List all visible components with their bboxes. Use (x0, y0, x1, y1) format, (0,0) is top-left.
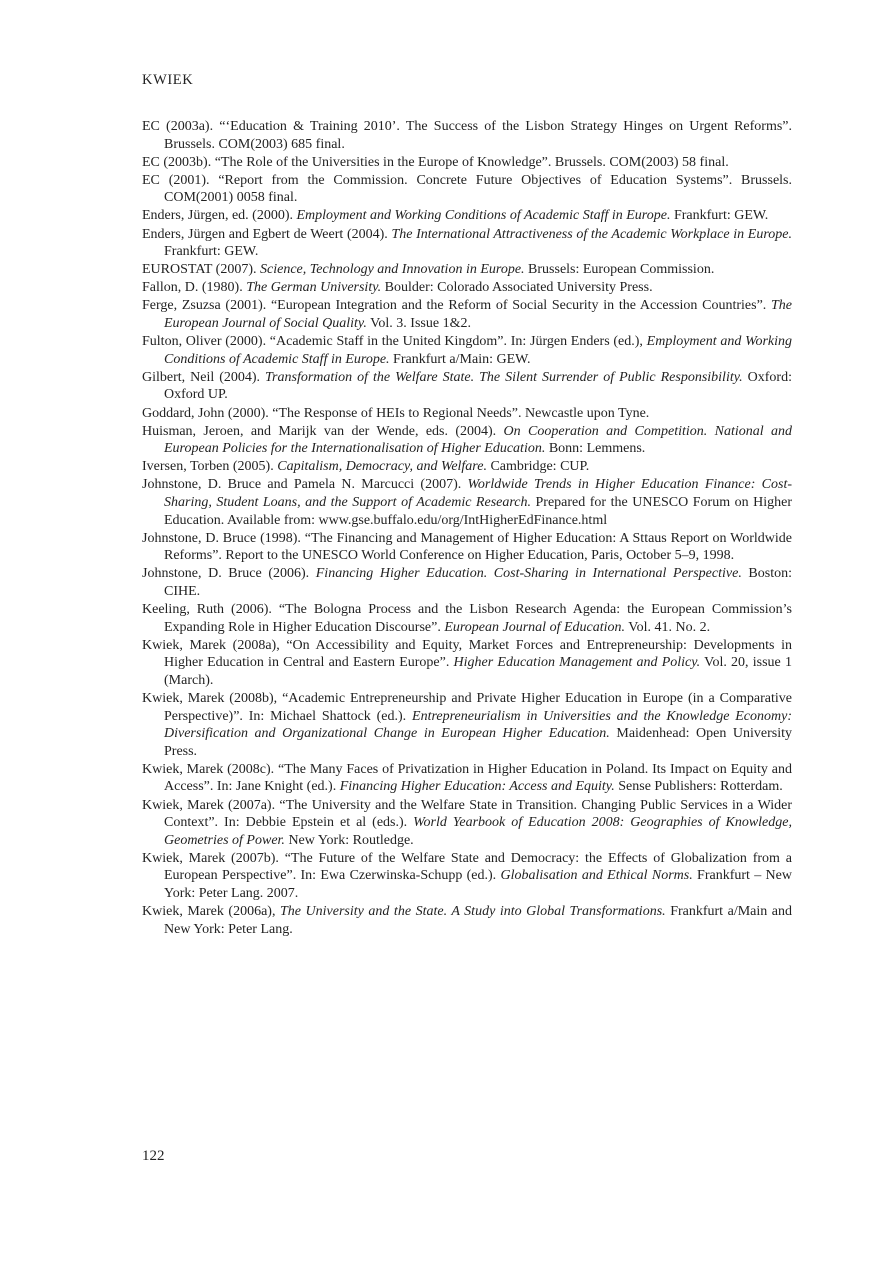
reference-text: Kwiek, Marek (2006a), (142, 904, 281, 920)
reference-title: Financing Higher Education. Cost-Sharing in International Perspective. (315, 566, 742, 582)
reference-title: Transformation of the Welfare State. The Silent Surrender of Public Responsibility. (265, 369, 743, 385)
reference-publisher: Cambridge: CUP. (486, 459, 590, 475)
reference-title: Worldwide Trends in Higher Education Finance: Cost-Sharing, Student Loans, and the Support of Academic Research. (164, 477, 792, 510)
reference-entry (142, 797, 792, 850)
reference-publisher: Frankfurt: GEW. (164, 244, 259, 260)
reference-publisher: Boston: CIHE. (164, 566, 792, 599)
reference-publisher: Frankfurt – New York: Peter Lang. 2007. (164, 868, 792, 902)
reference-text: Kwiek, Marek (2008b), “Academic Entrepreneurship and Private Higher Education in Europe (in a Comparative Perspective)”. In: Michael Shattock (ed.). (142, 691, 792, 724)
reference-publisher: Vol. 41. No. 2. (625, 619, 711, 635)
reference-publisher: Oxford: Oxford UP. (164, 369, 792, 403)
reference-entry (142, 476, 792, 529)
reference-entry (142, 637, 792, 690)
reference-entry (142, 333, 792, 368)
reference-text: Kwiek, Marek (2008a), “On Accessibility and Equity, Market Forces and Entrepreneurship: Developments in Higher Education in Central and Eastern Europe”. (142, 637, 792, 671)
reference-entry (142, 154, 792, 172)
reference-publisher: Maidenhead: Open University Press. (164, 726, 793, 759)
reference-entry (142, 458, 792, 476)
reference-title: The European Journal of Social Quality. (164, 298, 792, 332)
reference-text: EC (2001). “Report from the Commission. Concrete Future Objectives of Education Systems”. Brussels. COM(2001) 0058 final. (142, 172, 792, 206)
reference-text: Johnstone, D. Bruce (1998). “The Financing and Management of Higher Education: A Sttaus Report on Worldwide Reforms”. Report to the UNESCO World Conference on Higher Education, Paris, October 5–9, 1998. (142, 530, 792, 564)
reference-entry (142, 690, 792, 760)
reference-publisher: Vol. 3. Issue 1&2. (366, 316, 471, 332)
reference-title: Entrepreneurialism in Universities and the Knowledge Economy: Diversification and Organizational Change in European Higher Education. (164, 708, 793, 742)
reference-title: Higher Education Management and Policy. (453, 655, 701, 671)
reference-title: Science, Technology and Innovation in Europe. (260, 262, 525, 278)
reference-publisher: New York: Routledge. (284, 832, 414, 848)
reference-title: Employment and Working Conditions of Academic Staff in Europe. (164, 334, 793, 367)
reference-publisher: Bonn: Lemmens. (545, 441, 646, 457)
reference-entry (142, 423, 792, 458)
reference-text: Enders, Jürgen and Egbert de Weert (2004). (142, 226, 392, 242)
reference-entry (142, 261, 792, 279)
reference-title: Employment and Working Conditions of Academic Staff in Europe. (296, 208, 671, 224)
reference-text: EC (2003b). “The Role of the Universities in the Europe of Knowledge”. Brussels. COM(2003) 58 final. (142, 154, 729, 170)
reference-text: Kwiek, Marek (2008c). “The Many Faces of Privatization in Higher Education in Poland. Its Impact on Equity and Access”. In: Jane Knight (ed.). (142, 761, 792, 795)
reference-publisher: Brussels: European Commission. (524, 262, 715, 278)
reference-entry (142, 530, 792, 565)
reference-text: Ferge, Zsuzsa (2001). “European Integration and the Reform of Social Security in the Accession Countries”. (142, 298, 771, 314)
reference-text: EC (2003a). “‘Education & Training 2010’. The Success of the Lisbon Strategy Hinges on Urgent Reforms”. Brussels. COM(2003) 685 final. (142, 119, 792, 152)
reference-title: European Journal of Education. (444, 619, 626, 635)
running-head: KWIEK (142, 72, 194, 88)
reference-text: Fulton, Oliver (2000). “Academic Staff in the United Kingdom”. In: Jürgen Enders (ed.), (142, 334, 647, 350)
reference-title: Globalisation and Ethical Norms. (500, 868, 693, 884)
reference-text: Fallon, D. (1980). (142, 280, 247, 296)
reference-entry (142, 172, 792, 207)
reference-title: The International Attractiveness of the Academic Workplace in Europe. (391, 226, 792, 242)
reference-title: On Cooperation and Competition. National and European Policies for the Internationalisation of Higher Education. (164, 423, 792, 457)
reference-title: Capitalism, Democracy, and Welfare. (277, 459, 487, 475)
reference-text: Huisman, Jeroen, and Marijk van der Wende, eds. (2004). (142, 423, 504, 439)
reference-text: Iversen, Torben (2005). (142, 459, 278, 475)
reference-entry (142, 405, 792, 423)
reference-publisher: Prepared for the UNESCO Forum on Higher Education. Available from: www.gse.buffalo.edu/org/IntHigherEdFinance.html (164, 494, 792, 528)
reference-text: Gilbert, Neil (2004). (142, 369, 266, 385)
reference-text: EUROSTAT (2007). (142, 262, 261, 278)
reference-text: Johnstone, D. Bruce and Pamela N. Marcucci (2007). (142, 477, 468, 493)
reference-entry (142, 297, 792, 332)
reference-text: Kwiek, Marek (2007b). “The Future of the Welfare State and Democracy: the Effects of Globalization from a European Perspective”. In: Ewa Czerwinska-Schupp (ed.). (142, 850, 792, 884)
reference-entry (142, 903, 792, 938)
reference-text: Enders, Jürgen, ed. (2000). (142, 208, 297, 224)
reference-entry (142, 565, 792, 600)
reference-text: Kwiek, Marek (2007a). “The University and the Welfare State in Transition. Changing Public Services in a Wider Context”. In: Debbie Epstein et al (eds.). (142, 797, 792, 831)
reference-publisher: Boulder: Colorado Associated University Press. (381, 280, 653, 296)
reference-text: Goddard, John (2000). “The Response of HEIs to Regional Needs”. Newcastle upon Tyne. (142, 405, 650, 421)
reference-entry (142, 761, 792, 796)
reference-title: World Yearbook of Education 2008: Geographies of Knowledge, Geometries of Power. (164, 815, 792, 848)
reference-title: The University and the State. A Study into Global Transformations. (280, 904, 666, 920)
reference-publisher: Frankfurt: GEW. (670, 208, 769, 224)
reference-publisher: Sense Publishers: Rotterdam. (614, 779, 783, 795)
reference-entry (142, 369, 792, 404)
reference-publisher: Frankfurt a/Main and New York: Peter Lang. (164, 904, 793, 937)
reference-publisher: Vol. 20, issue 1 (March). (164, 655, 792, 688)
reference-list (142, 118, 792, 939)
reference-entry (142, 207, 792, 225)
reference-publisher: Frankfurt a/Main: GEW. (389, 351, 531, 367)
reference-entry (142, 279, 792, 297)
reference-entry (142, 850, 792, 903)
reference-entry (142, 118, 792, 153)
reference-entry (142, 226, 792, 261)
reference-entry (142, 601, 792, 636)
page-number: 122 (142, 1148, 165, 1164)
reference-text: Johnstone, D. Bruce (2006). (142, 566, 316, 582)
reference-title: Financing Higher Education: Access and Equity. (339, 779, 615, 795)
reference-title: The German University. (246, 280, 382, 296)
reference-text: Keeling, Ruth (2006). “The Bologna Process and the Lisbon Research Agenda: the European Commission’s Expanding Role in Higher Education Discourse”. (142, 602, 792, 635)
